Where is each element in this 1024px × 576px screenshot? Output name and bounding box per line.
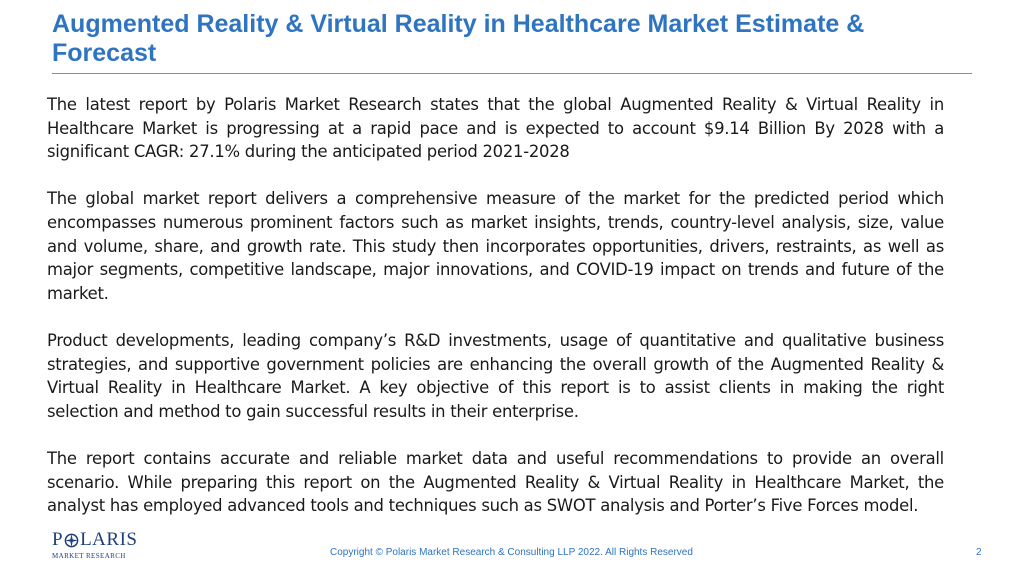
paragraph-3: Product developments, leading company’s R&D investments, usage of quantitative and qualitative business strategies, and supportive government policies are enhancing the overall growth of the Augmented Reality & Virtual Reality in Healthcare Market. A key objective of this report is to assist clients in making the right selection and method to gain successful results in their enterprise. <box>47 330 944 421</box>
logo-suffix: LARIS <box>80 529 138 550</box>
title-divider <box>52 73 972 74</box>
body-text <box>47 93 944 518</box>
polaris-logo <box>52 529 138 562</box>
logo-prefix: P <box>52 529 64 550</box>
page-number: 2 <box>976 547 982 558</box>
paragraph-1: The latest report by Polaris Market Research states that the global Augmented Reality & Virtual Reality in Healthcare Market is progressing at a rapid pace and is expected to account $9.14 Billion By 2028 with a significant CAGR: 27.1% during the anticipated period 2021-2028 <box>47 95 944 162</box>
paragraph-4: The report contains accurate and reliable market data and useful recommendations to provide an overall scenario. While preparing this report on the Augmented Reality & Virtual Reality in Healthcare Market, the analyst has employed advanced tools and techniques such as SWOT analysis and Porter’s Five Forces model. <box>47 448 944 516</box>
footer-copyright: Copyright © Polaris Market Research & Consulting LLP 2022. All Rights Reserved <box>330 547 693 558</box>
slide-title: Augmented Reality & Virtual Reality in Healthcare Market Estimate & Forecast <box>52 10 865 67</box>
logo-subtitle: MARKET RESEARCH <box>52 552 126 560</box>
paragraph-2: The global market report delivers a comprehensive measure of the market for the predicted period which encompasses numerous prominent factors such as market insights, trends, country-level analysis, size, value and volume, share, and growth rate. This study then incorporates opportunities, drivers, restraints, as well as major segments, competitive landscape, major innovations, and COVID-19 impact on trends and future of the market. <box>47 189 944 303</box>
compass-star-icon <box>64 533 79 548</box>
logo-wordmark <box>52 529 138 550</box>
